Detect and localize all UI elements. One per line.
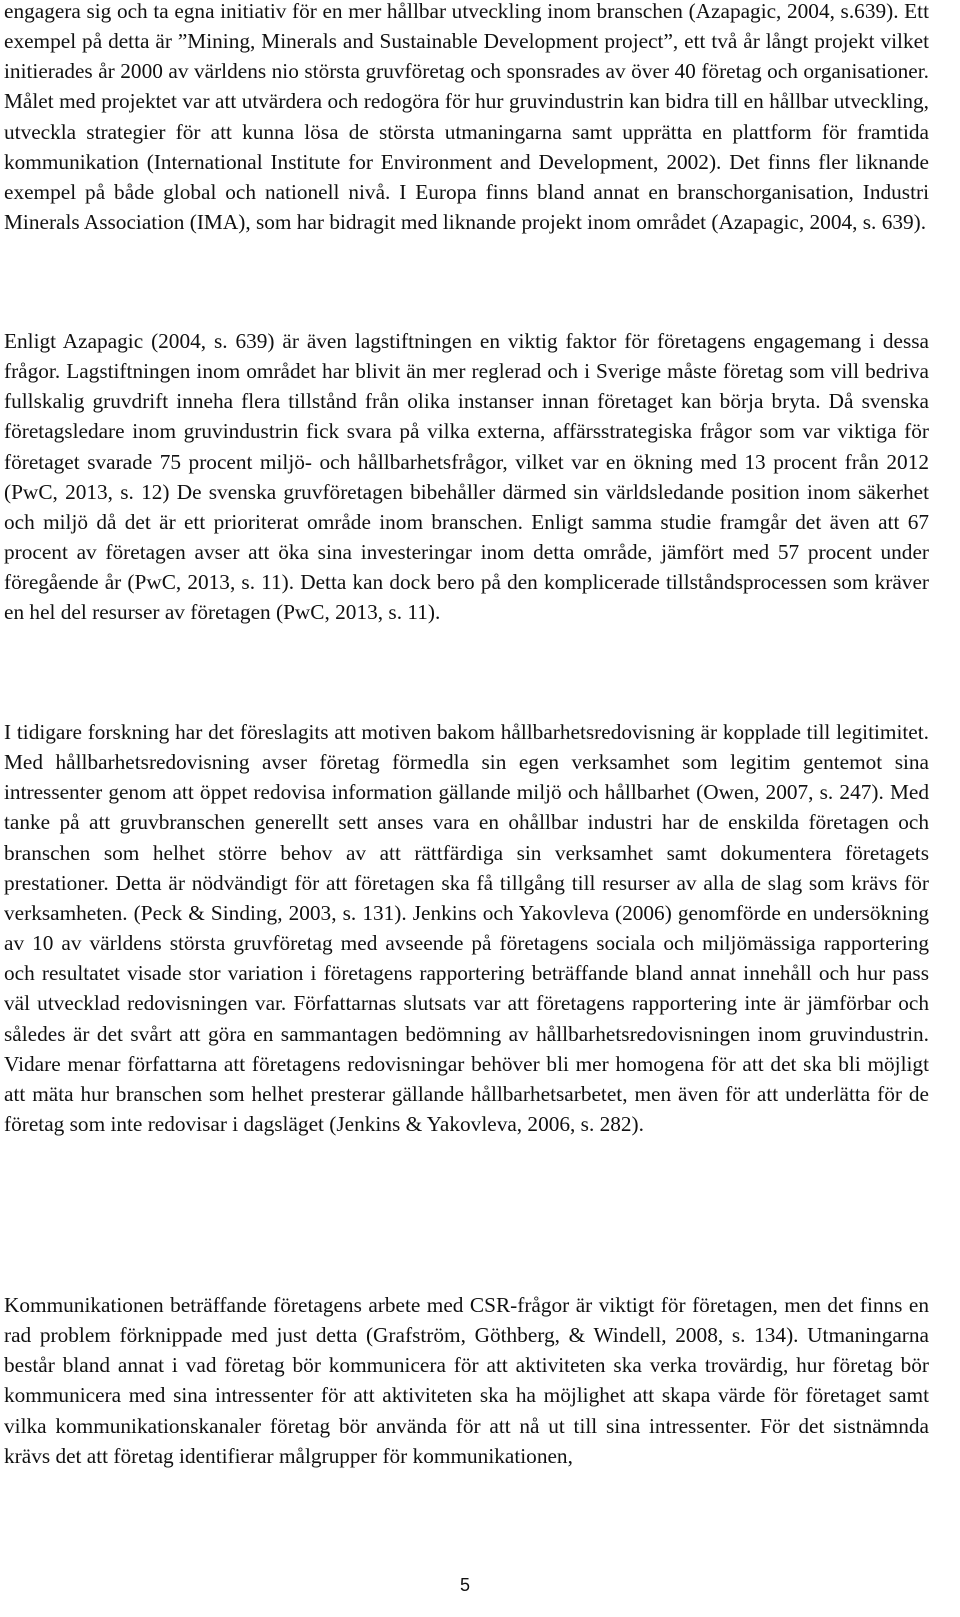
paragraph-azapagic-initiatives: engagera sig och ta egna initiativ för en mer hållbar utveckling inom branschen (Azapagic, 2004, s.639). Ett exempel på detta är ”Mining, Minerals and Sustainable Development project”, ett två år långt projekt vilket initierades år 2000 av världens nio största gruvföretag och sponsrades av över 40 företag och organisationer. Målet med projektet var att utvärdera och redogöra för hur gruvindustrin kan bidra till en hållbar utveckling, utveckla strategier för att kunna lösa de största utmaningarna samt upprätta en plattform för framtida kommunikation (International Institute for Environment and Development, 2002). Det finns fler liknande exempel på både global och nationell nivå. I Europa finns bland annat en branschorganisation, Industri Minerals Association (IMA), som har bidragit med liknande projekt inom området (Azapagic, 2004, s. 639). (4, 0, 929, 235)
paragraph-csr-communication: Kommunikationen beträffande företagens arbete med CSR-frågor är viktigt för företagen, men det finns en rad problem förknippade med just detta (Grafström, Göthberg, & Windell, 2008, s. 134). Utmaningarna består bland annat i vad företag bör kommunicera för att aktiviteten ska verka trovärdig, hur företag bör kommunicera med sina intressenter för att aktiviteten ska ha möjlighet att skapa värde för företaget samt vilka kommunikationskanaler företag bör använda för att nå ut till sina intressenter. För det sistnämnda krävs det att företag identifierar målgrupper för kommunikationen, (4, 1293, 929, 1468)
page-number: 5 (459, 1575, 470, 1595)
paragraph-legislation: Enligt Azapagic (2004, s. 639) är även lagstiftningen en viktig faktor för företagens engagemang i dessa frågor. Lagstiftningen inom området har blivit än mer reglerad och i Sverige måste företag som vill bedriva fullskalig gruvdrift inneha flera tillstånd från olika instanser innan företaget kan börja bryta. Då svenska företagsledare inom gruvindustrin fick svara på vilka externa, affärsstrategiska frågor som var viktiga för företaget svarade 75 procent miljö- och hållbarhetsfrågor, vilket var en ökning med 13 procent från 2012 (PwC, 2013, s. 12) De svenska gruvföretagen bibehåller därmed sin världsledande position inom säkerhet och miljö då det är ett prioriterat område inom branschen. Enligt samma studie framgår det även att 67 procent av företagen avser att öka sina investeringar inom detta område, jämfört med 57 procent under föregående år (PwC, 2013, s. 11). Detta kan dock bero på den komplicerade tillståndsprocessen som kräver en hel del resurser av företagen (PwC, 2013, s. 11). (4, 329, 929, 625)
paragraph-legitimacy-research: I tidigare forskning har det föreslagits att motiven bakom hållbarhetsredovisning är kopplade till legitimitet. Med hållbarhetsredovisning avser företag förmedla sin egen verksamhet som legitim gentemot sina intressenter genom att öppet redovisa information gällande miljö och hållbarhet (Owen, 2007, s. 247). Med tanke på att gruvbranschen generellt sett anses vara en ohållbar industri har de enskilda företagen och branschen som helhet större behov av att rättfärdiga sin verksamhet samt dokumentera företagets prestationer. Detta är nödvändigt för att företagen ska få tillgång till resurser av alla de slag som krävs för verksamheten. (Peck & Sinding, 2003, s. 131). Jenkins och Yakovleva (2006) genomförde en undersökning av 10 av världens största gruvföretag med avseende på företagens sociala och miljömässiga rapportering och resultatet visade stor variation i företagens rapportering beträffande bland annat innehåll och hur pass väl utvecklad redovisningen var. Författarnas slutsats var att företagens rapportering inte är jämförbar och således är det svårt att göra en sammantagen bedömning av hållbarhetsredovisningen inom gruvindustrin. Vidare menar författarna att företagens redovisningar behöver bli mer homogena för att det ska bli möjligt att mäta hur branschen som helhet presterar gällande hållbarhetsarbetet, men även för att underlätta för de företag som inte redovisar i dagsläget (Jenkins & Yakovleva, 2006, s. 282). (4, 720, 929, 1137)
